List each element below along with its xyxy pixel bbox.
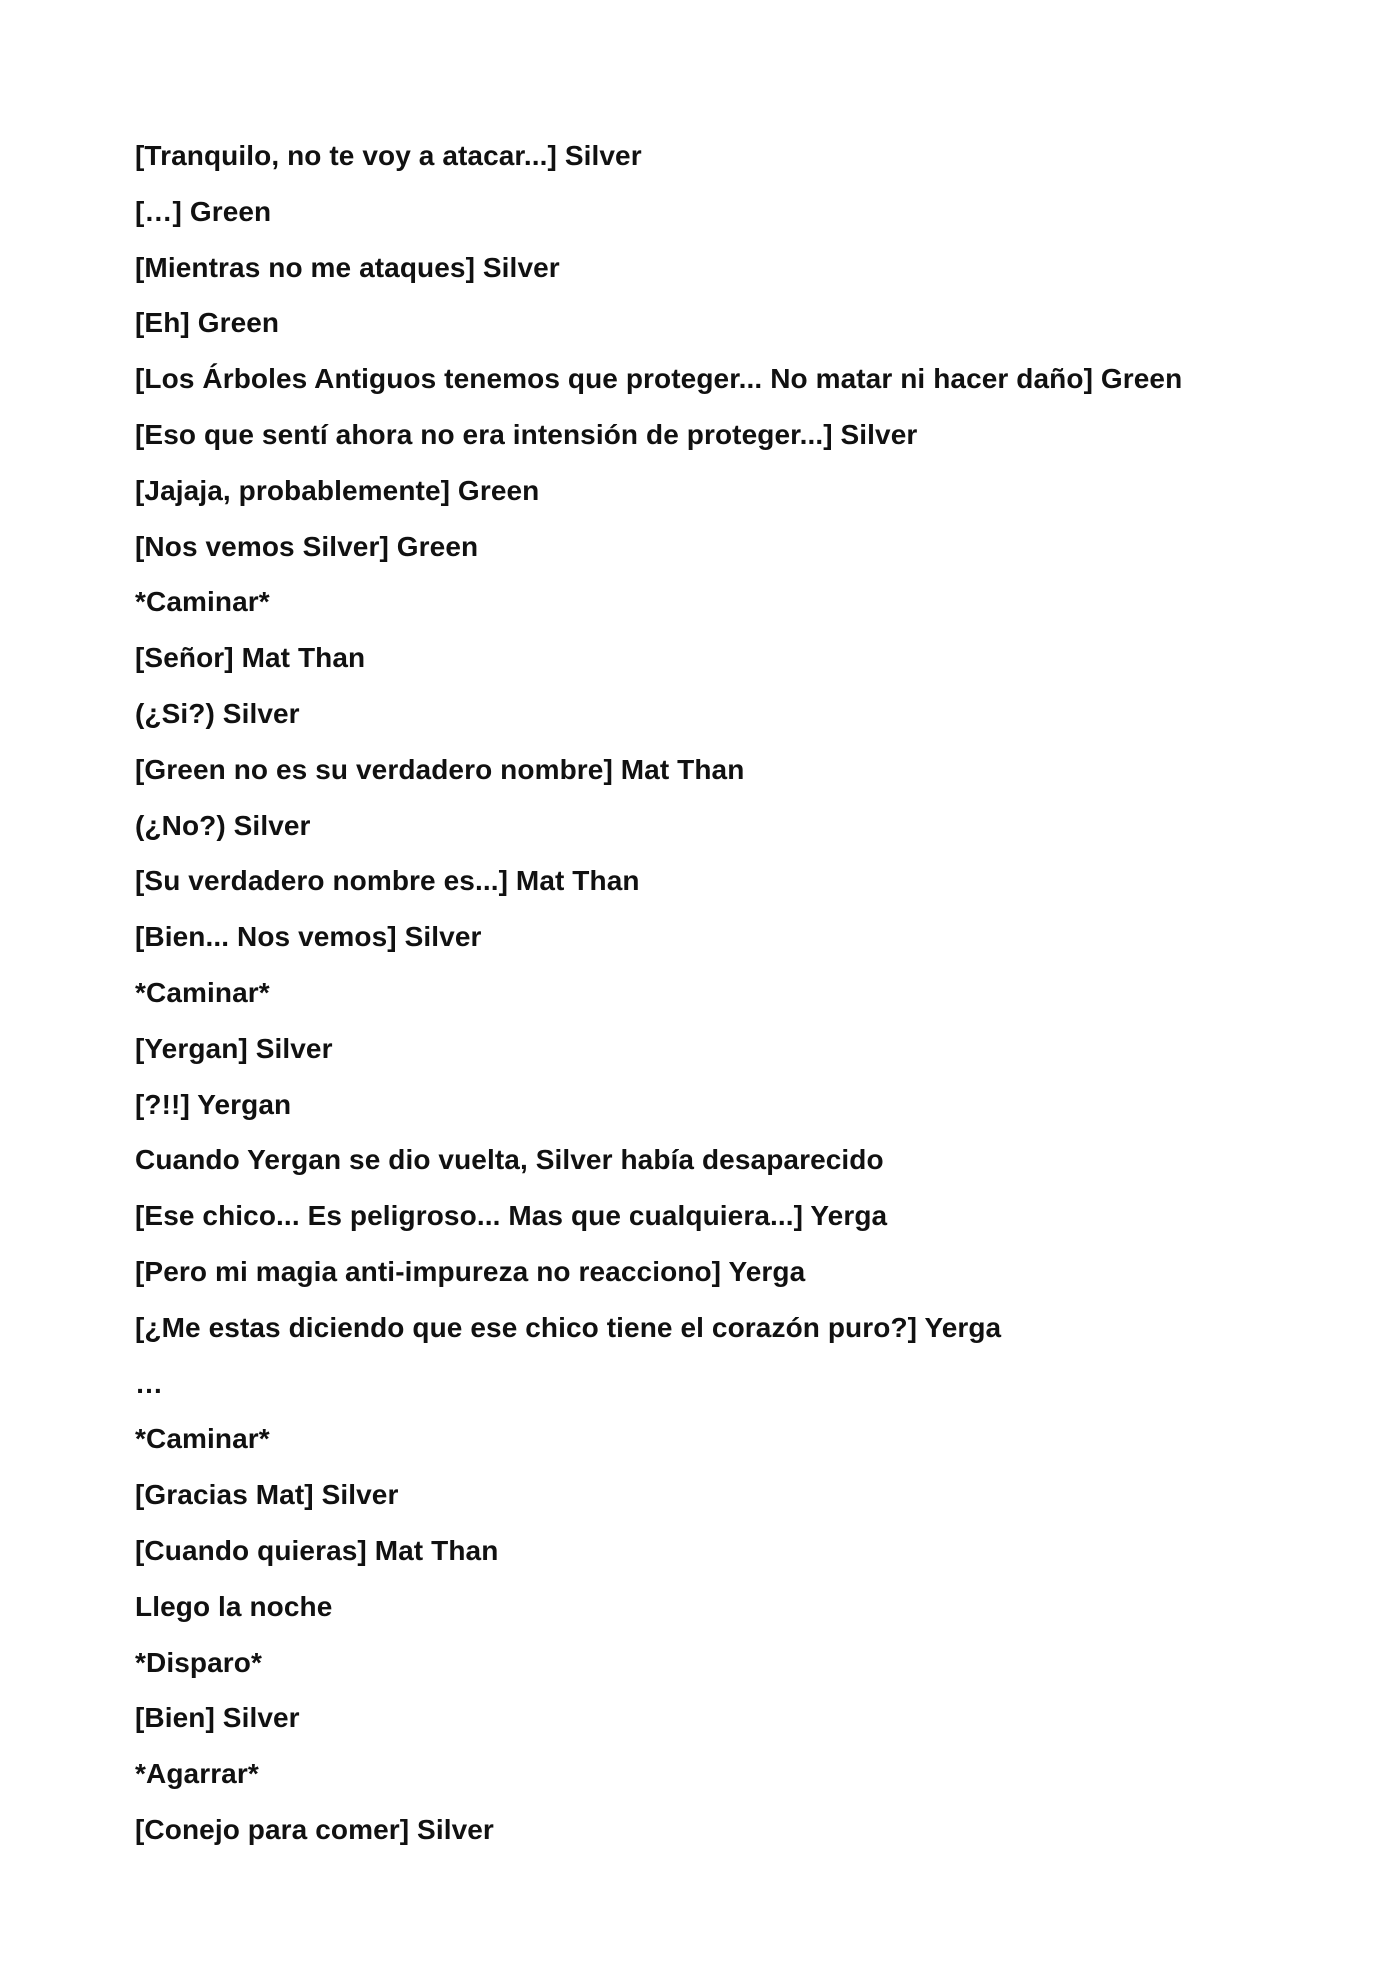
thought-line: (¿No?) Silver [135,809,311,841]
dialogue-line: [Conejo para comer] Silver [135,1813,494,1845]
dialogue-line: [Los Árboles Antiguos tenemos que proteger... No matar ni hacer daño] Green [135,363,1183,395]
dialogue-line: [Nos vemos Silver] Green [135,530,479,562]
dialogue-line: [Tranquilo, no te voy a atacar...] Silver [135,140,642,171]
ellipsis-line: … [135,1367,164,1399]
action-line: *Caminar* [135,976,270,1008]
dialogue-line: [Señor] Mat Than [135,642,366,674]
dialogue-line: [Gracias Mat] Silver [135,1479,399,1511]
dialogue-line: […] Green [135,195,272,227]
action-line: *Caminar* [135,1423,270,1455]
dialogue-line: [Pero mi magia anti-impureza no reacciono] Yerga [135,1255,806,1287]
dialogue-line: [Yergan] Silver [135,1032,333,1064]
dialogue-line: [Jajaja, probablemente] Green [135,474,540,506]
action-line: *Agarrar* [135,1758,259,1790]
thought-line: (¿Si?) Silver [135,697,300,729]
dialogue-line: [Green no es su verdadero nombre] Mat Than [135,753,745,785]
narration-line: Cuando Yergan se dio vuelta, Silver había desaparecido [135,1144,884,1176]
dialogue-line: [Cuando quieras] Mat Than [135,1534,499,1566]
dialogue-line: [Ese chico... Es peligroso... Mas que cualquiera...] Yerga [135,1200,888,1232]
dialogue-line: [Mientras no me ataques] Silver [135,251,560,283]
dialogue-line: [Eh] Green [135,307,280,339]
dialogue-line: [Eso que sentí ahora no era intensión de proteger...] Silver [135,418,918,450]
dialogue-line: [Su verdadero nombre es...] Mat Than [135,865,640,897]
dialogue-line: [?!!] Yergan [135,1088,292,1120]
action-line: *Caminar* [135,586,270,618]
dialogue-line: [¿Me estas diciendo que ese chico tiene el corazón puro?] Yerga [135,1311,1002,1343]
dialogue-lines [135,128,1295,1858]
dialogue-line: [Bien... Nos vemos] Silver [135,921,482,953]
action-line: *Disparo* [135,1646,262,1678]
dialogue-line: [Bien] Silver [135,1702,300,1734]
narration-line: Llego la noche [135,1590,333,1622]
